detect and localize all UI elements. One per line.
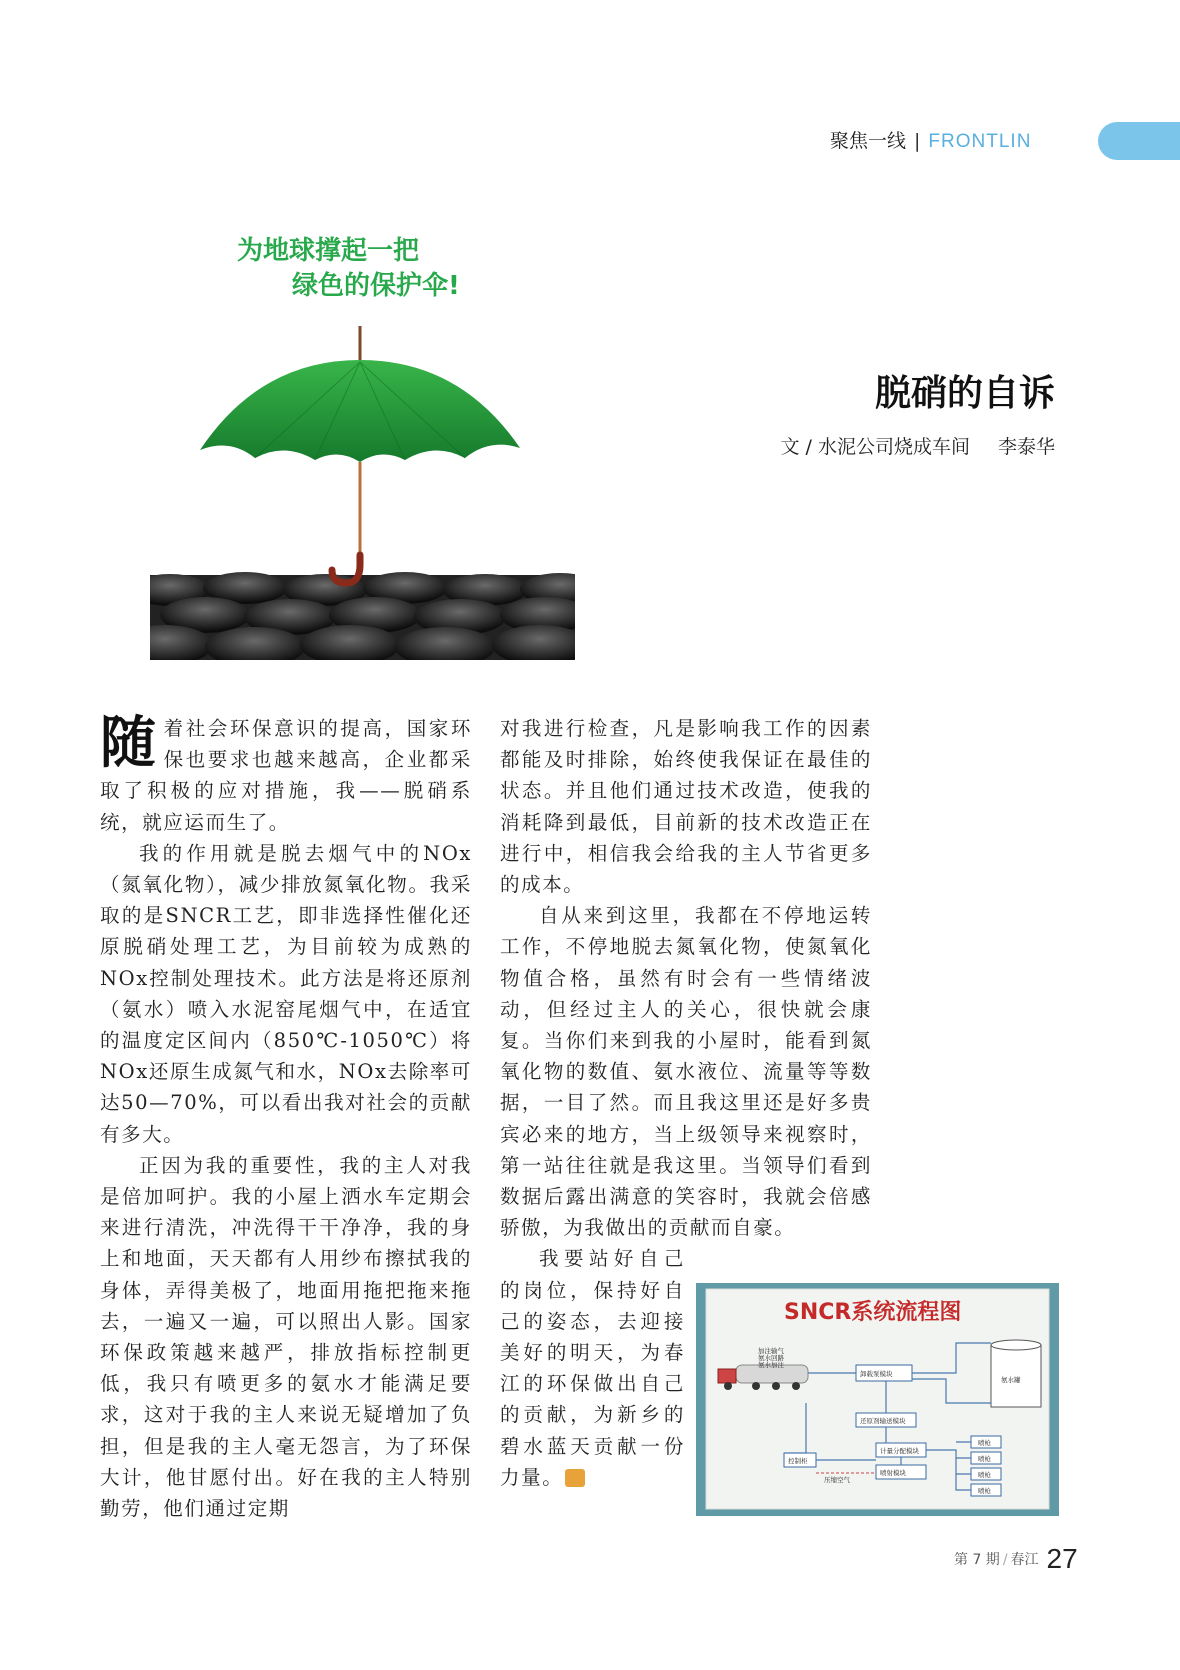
truck-label-2: 氨水回路 [758,1354,784,1362]
control-cabinet-label: 控制柜 [788,1457,808,1465]
truck-label-1: 加注输气 [758,1347,784,1355]
tank-label: 氨水罐 [1001,1376,1021,1384]
section-name-cn: 聚焦一线 [830,130,907,152]
folio-divider: / [1002,1552,1008,1568]
article-title: 脱硝的自诉 [874,372,1055,414]
slogan-line-2: 绿色的保护伞! [292,271,460,301]
paragraph-5: 自从来到这里，我都在不停地运转工作，不停地脱去氮氧化物，使氮氧化物值合格，虽然有时会有一些情绪波动，但经过主人的关心，很快就会康复。当你们来到我的小屋时，能看到氮氧化物的数值、氨水液位、流量等等数据，一目了然。而且我这里还是好多贵宾必来的地方，当上级领导来视察时，第一站往往就是我这里。当领导们看到数据后露出满意的笑容时，我就会倍感骄傲，为我做出的贡献而自豪。 [500,904,872,1240]
paragraph-6 [500,1243,685,1493]
article-byline [781,432,1056,459]
sncr-flowchart [696,1283,1059,1516]
paragraph-2: 我的作用就是脱去烟气中的NOx（氮氧化物），减少排放氮氧化物。我采取的是SNCR工艺，即非选择性催化还原脱硝处理工艺，为目前较为成熟的NOx控制处理技术。此方法是将还原剂（氨水）喷入水泥窑尾烟气中，在适宜的温度定区间内（850℃-1050℃）将NOx还原生成氮气和水，NOx去除率可达50—70%，可以看出我对社会的贡献有多大。 [100,841,472,1146]
paragraph-6-text: 我要站好自己的岗位，保持好自己的姿态，去迎接美好的明天，为春江的环保做出自己的贡献，为新乡的碧水蓝天贡献一份力量。 [500,1247,685,1489]
nozzle-label: 喷枪 [978,1439,991,1447]
end-mark-icon [565,1469,585,1487]
spray-module-label: 喷射模块 [880,1469,906,1477]
unload-module-label: 卸载泵模块 [860,1370,893,1378]
byline-department: 文 / 水泥公司烧成车间 [780,436,970,458]
nozzle-label: 喷枪 [978,1487,991,1495]
page-number: 27 [1046,1543,1078,1574]
page-folio [954,1543,1078,1575]
paragraph-1-text: 着社会环保意识的提高，国家环保也要求也越来越高，企业都采取了积极的应对措施，我——脱硝系统，就应运而生了。 [100,717,472,834]
paragraph-3: 正因为我的重要性，我的主人对我是倍加呵护。我的小屋上洒水车定期会来进行清洗，冲洗得干干净净，我的身上和地面，天天都有人用纱布擦拭我的身体，弄得美极了，地面用拖把拖来拖去，一遍又一遍，可以照出人影。国家环保政策越来越严，排放指标控制更低，我只有喷更多的氨水才能满足要求，这对于我的主人来说无疑增加了负担，但是我的主人毫无怨言，为了环保大计，他甘愿付出。好在我的主人特别勤劳，他们通过定期 [100,1153,472,1521]
hero-illustration [150,180,575,660]
nozzle-label: 喷枪 [978,1455,991,1463]
truck-label-3: 氨水加注 [758,1361,784,1369]
byline-author: 李泰华 [997,436,1055,458]
section-header [830,126,1031,153]
flowchart-title: SNCR系统流程图 [784,1300,962,1325]
header-divider: | [914,130,921,152]
black-umbrellas [150,572,575,660]
paragraph-1 [100,710,472,838]
reduce-module-label: 还原剂输送模块 [860,1417,906,1425]
slogan-line-1: 为地球撑起一把 [237,236,420,266]
paragraph-4: 对我进行检查，凡是影响我工作的因素都能及时排除，始终使我保证在最佳的状态。并且他们通过技术改造，使我的消耗降到最低，目前新的技术改造正在进行中，相信我会给我的主人节省更多的成本。 [500,717,872,897]
meter-module-label: 计量分配模块 [880,1447,919,1455]
article-column-1 [100,710,472,1524]
nozzle-label: 喷枪 [978,1471,991,1479]
drop-cap: 随 [100,710,158,776]
magazine-name: 春江 [1010,1552,1039,1568]
green-umbrella-canopy [200,360,520,462]
section-name-en: FRONTLIN [928,131,1032,152]
compressed-air-label: 压缩空气 [824,1476,850,1484]
issue-number: 第 7 期 [954,1552,1000,1568]
section-tab [1098,122,1180,160]
